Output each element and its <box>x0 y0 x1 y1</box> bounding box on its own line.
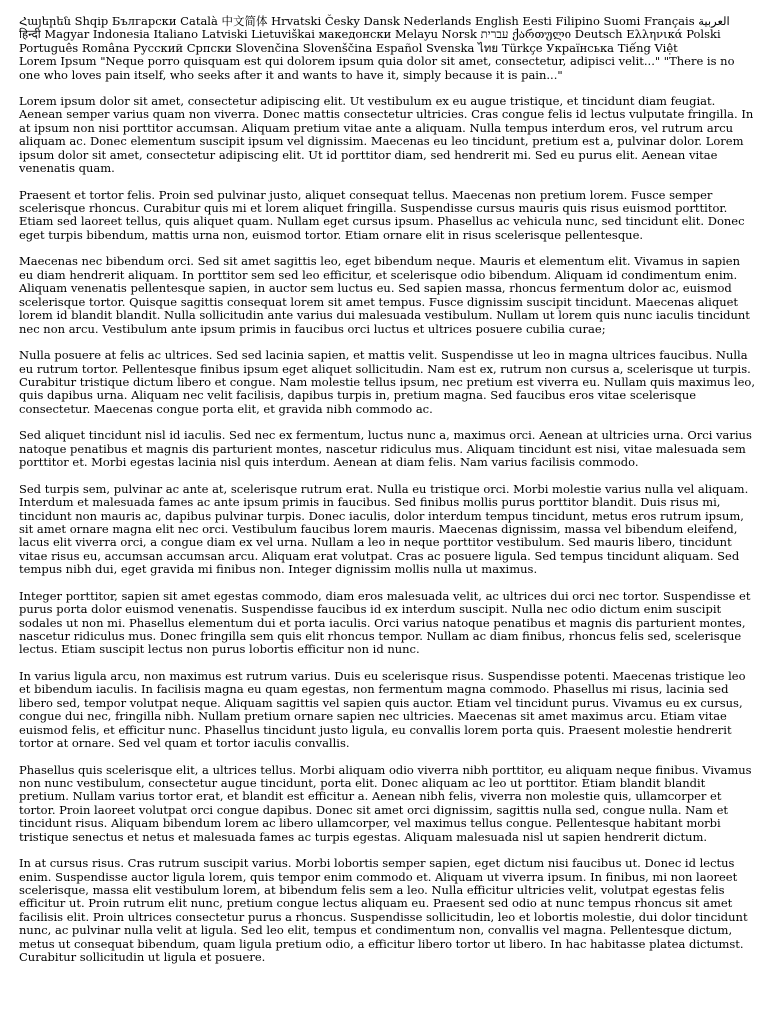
language-link[interactable]: Eesti <box>522 14 552 28</box>
language-link[interactable]: Česky <box>324 14 360 28</box>
language-link[interactable]: Latviski <box>201 27 248 42</box>
language-link[interactable]: Suomi <box>603 14 641 28</box>
language-link[interactable]: Filipino <box>555 14 600 28</box>
intro-quote: Lorem Ipsum "Neque porro quisquam est qui dolorem ipsum quia dolor sit amet, consectetur, adipisci velit..." "There is no one who loves pain itself, who seeks after it and wants to have it, simply because it is pain..." <box>19 54 735 82</box>
body-paragraph: Integer porttitor, sapien sit amet egestas commodo, diam eros malesuada velit, ac ultrices dui orci nec tortor. Suspendisse et purus porta dolor euismod venenatis. Suspendisse faucibus id ex interdum suscipit. Nulla nec odio dictum enim suscipit sodales ut non mi. Phasellus elementum dui et porta iaculis. Orci varius natoque penatibus et magnis dis parturient montes, nascetur ridiculus mus. Donec fringilla sem quis elit rhoncus tempor. Nullam ac diam finibus, rhoncus felis sed, scelerisque lectus. Etiam suscipit lectus non purus lobortis efficitur non id nunc. <box>19 588 751 657</box>
language-link[interactable]: Հայերեն <box>19 14 71 28</box>
language-link[interactable]: Русский <box>133 40 184 55</box>
body-paragraph: Phasellus quis scelerisque elit, a ultrices tellus. Morbi aliquam odio viverra nibh porttitor, eu aliquam neque finibus. Vivamus non nunc vestibulum, consectetur augue tincidunt, porta elit. Donec aliquam ac leo ut porttitor. Etiam blandit blandit pretium. Nullam varius tortor erat, et blandit est efficitur a. Aenean nibh felis, viverra non molestie quis, ullamcorper et tortor. Proin laoreet volutpat orci congue dapibus. Donec sit amet orci dignissim, sagittis nulla sed, congue nulla. Nam et tincidunt risus. Aliquam bibendum lorem ac libero ullamcorper, vel maximus tellus congue. Pellentesque habitant morbi tristique senectus et netus et malesuada fames ac turpis egestas. Aliquam malesuada nisl ut sapien hendrerit dictum. <box>19 762 752 844</box>
language-link[interactable]: Melayu <box>394 27 438 42</box>
language-link[interactable]: Svenska <box>426 40 475 55</box>
body-paragraph: In at cursus risus. Cras rutrum suscipit varius. Morbi lobortis semper sapien, eget dictum nisi faucibus ut. Donec id lectus enim. Suspendisse auctor ligula lorem, quis tempor enim commodo et. Aliquam ut viverra ipsum. In finibus, mi non laoreet scelerisque, massa elit vestibulum lorem, at bibendum felis sem a leo. Nulla efficitur ultricies velit, volutpat egestas felis efficitur ut. Proin rutrum elit nunc, pretium congue lectus aliquam eu. Praesent sed odio at nunc tempus rhoncus sit amet facilisis elit. Proin ultrices consectetur purus a rhoncus. Suspendisse sollicitudin, leo et lobortis molestie, dui dolor tincidunt nunc, ac pulvinar nulla velit at ligula. Sed leo elit, tempus et condimentum non, convallis vel magna. Pellentesque dictum, metus ut consequat bibendum, quam ligula pretium odio, a efficitur libero tortor ut libero. In hac habitasse platea dictumst. Curabitur sollicitudin ut ligula et posuere. <box>19 856 748 965</box>
language-link[interactable]: Català <box>180 14 218 28</box>
language-link[interactable]: עברית <box>480 27 509 42</box>
body-paragraph: Maecenas nec bibendum orci. Sed sit amet sagittis leo, eget bibendum neque. Mauris et elementum elit. Vivamus in sapien eu diam hendrerit aliquam. In porttitor sem sed leo efficitur, et scelerisque odio bibendum. Aliquam id condimentum enim. Aliquam venenatis pellentesque sapien, in auctor sem luctus eu. Sed sapien massa, rhoncus fermentum dolor ac, euismod scelerisque tortor. Quisque sagittis consequat lorem sit amet tempus. Fusce dignissim suscipit tincidunt. Maecenas aliquet lorem id blandit blandit. Nulla sollicitudin ante varius dui malesuada vestibulum. Nullam ut lorem quis nunc iaculis tincidunt nec non arcu. Vestibulum ante ipsum primis in faucibus orci luctus et ultrices posuere cubilia curae; <box>19 254 750 336</box>
language-link[interactable]: Deutsch <box>574 27 623 42</box>
language-link[interactable]: العربية <box>698 14 730 28</box>
language-link[interactable]: Español <box>375 40 423 55</box>
language-link[interactable]: Slovenčina <box>235 40 300 55</box>
body-paragraph: Nulla posuere at felis ac ultrices. Sed sed lacinia sapien, et mattis velit. Suspendisse ut leo in magna ultrices faucibus. Nulla eu rutrum tortor. Pellentesque finibus ipsum eget aliquet sollicitudin. Nam est ex, rutrum non cursus a, scelerisque ut turpis. Curabitur tristique dictum libero et congue. Nam molestie tellus ipsum, nec pretium est viverra eu. Nullam quis maximus leo, quis dapibus urna. Aliquam nec velit facilisis, dapibus turpis in, pretium magna. Sed faucibus eros vitae scelerisque consectetur. Maecenas congue porta elit, et gravida nibh commodo ac. <box>19 348 756 416</box>
language-link[interactable]: Ελληνικά <box>626 27 683 42</box>
language-link[interactable]: Slovenščina <box>302 40 373 55</box>
language-link[interactable]: Lietuviškai <box>251 27 315 42</box>
language-link[interactable]: ไทย <box>478 40 499 55</box>
language-link[interactable]: Polski <box>686 27 721 42</box>
language-link[interactable]: Tiếng Việt <box>617 40 678 55</box>
body-paragraph: Lorem ipsum dolor sit amet, consectetur adipiscing elit. Ut vestibulum ex eu augue tristique, et tincidunt diam feugiat. Aenean semper varius quam non viverra. Donec mattis consectetur ultricies. Cras congue felis id lectus vulputate fringilla. In at ipsum non nisi porttitor accumsan. Aliquam pretium vitae ante a aliquam. Nulla tempus interdum eros, vel rutrum arcu aliquam ac. Donec elementum suscipit ipsum vel dignissim. Maecenas eu leo tincidunt, pretium est a, pulvinar dolor. Lorem ipsum dolor sit amet, consectetur adipiscing elit. Ut id porttitor diam, sed hendrerit mi. Sed eu purus elit. Aenean vitae venenatis quam. <box>19 94 754 176</box>
language-link[interactable]: Norsk <box>441 27 478 42</box>
page-content <box>19 15 755 978</box>
body-text <box>19 95 755 964</box>
language-link[interactable]: македонски <box>318 27 392 42</box>
language-link[interactable]: Українська <box>546 40 615 55</box>
language-link[interactable]: English <box>474 14 519 28</box>
body-paragraph: Sed turpis sem, pulvinar ac ante at, scelerisque rutrum erat. Nulla eu tristique orci. Morbi molestie varius nulla vel aliquam. Interdum et malesuada fames ac ante ipsum primis in faucibus. Sed finibus mollis purus porttitor blandit. Duis risus mi, tincidunt non mauris ac, dapibus pulvinar turpis. Donec iaculis, dolor interdum tempus tincidunt, metus eros rutrum ipsum, sit amet ornare magna elit nec orci. Vestibulum faucibus lorem mauris. Maecenas dignissim, massa vel bibendum eleifend, lacus elit viverra orci, a congue diam ex vel urna. Nullam a leo in neque porttitor vestibulum. Sed mauris libero, tincidunt vitae risus eu, accumsan accumsan arcu. Aliquam erat volutpat. Cras ac posuere ligula. Sed tempus tincidunt aliquam. Sed tempus nibh dui, eget gravida mi finibus non. Integer dignissim mollis nulla ut maximus. <box>19 481 749 577</box>
language-bar <box>19 15 755 55</box>
language-link[interactable]: हिन्दी <box>19 27 41 42</box>
language-link[interactable]: Türkçe <box>501 40 543 55</box>
language-link[interactable]: Hrvatski <box>271 14 322 28</box>
language-link[interactable]: Româna <box>81 40 130 55</box>
language-link[interactable]: Dansk <box>363 14 400 28</box>
language-link[interactable]: ქართული <box>512 27 572 42</box>
language-link[interactable]: Português <box>19 40 79 55</box>
language-link[interactable]: Indonesia <box>92 27 150 42</box>
body-paragraph: Praesent et tortor felis. Proin sed pulvinar justo, aliquet consequat tellus. Maecenas non pretium lorem. Fusce semper scelerisque rhoncus. Curabitur quis mi et lorem aliquet fringilla. Suspendisse cursus mauris quis risus euismod porttitor. Etiam sed laoreet tellus, quis aliquet quam. Nullam eget cursus ipsum. Phasellus ac vehicula nunc, sed tincidunt elit. Donec eget turpis bibendum, mattis urna non, euismod tortor. Etiam ornare elit in risus scelerisque pellentesque. <box>19 187 745 242</box>
language-link[interactable]: Български <box>111 14 177 28</box>
language-link[interactable]: Italiano <box>153 27 198 42</box>
body-paragraph: Sed aliquet tincidunt nisl id iaculis. Sed nec ex fermentum, luctus nunc a, maximus orci. Aenean at ultricies urna. Orci varius natoque penatibus et magnis dis parturient montes, nascetur ridiculus mus. Aliquam tincidunt est nisi, vitae malesuada sem porttitor et. Morbi egestas lacinia nisl quis interdum. Aenean at diam felis. Nam varius facilisis commodo. <box>19 428 752 470</box>
language-link[interactable]: 中文简体 <box>221 14 268 28</box>
language-link[interactable]: Français <box>643 14 695 28</box>
language-link[interactable]: Nederlands <box>403 14 472 28</box>
language-link[interactable]: Shqip <box>74 14 109 28</box>
body-paragraph: In varius ligula arcu, non maximus est rutrum varius. Duis eu scelerisque risus. Suspendisse potenti. Maecenas tristique leo et bibendum iaculis. In facilisis magna eu quam egestas, non fermentum magna commodo. Phasellus mi risus, lacinia sed libero sed, tempor volutpat neque. Aliquam sagittis vel sapien quis auctor. Etiam vel tincidunt purus. Vivamus eu ex cursus, congue dui nec, fringilla nibh. Nullam pretium ornare sapien nec ultricies. Maecenas sit amet maximus arcu. Etiam vitae euismod felis, et efficitur nunc. Phasellus tincidunt justo ligula, eu convallis lorem porta quis. Praesent molestie hendrerit tortor at ornare. Sed vel quam et tortor iaculis convallis. <box>19 668 746 750</box>
language-link[interactable]: Magyar <box>44 27 90 42</box>
language-link[interactable]: Српски <box>186 40 232 55</box>
